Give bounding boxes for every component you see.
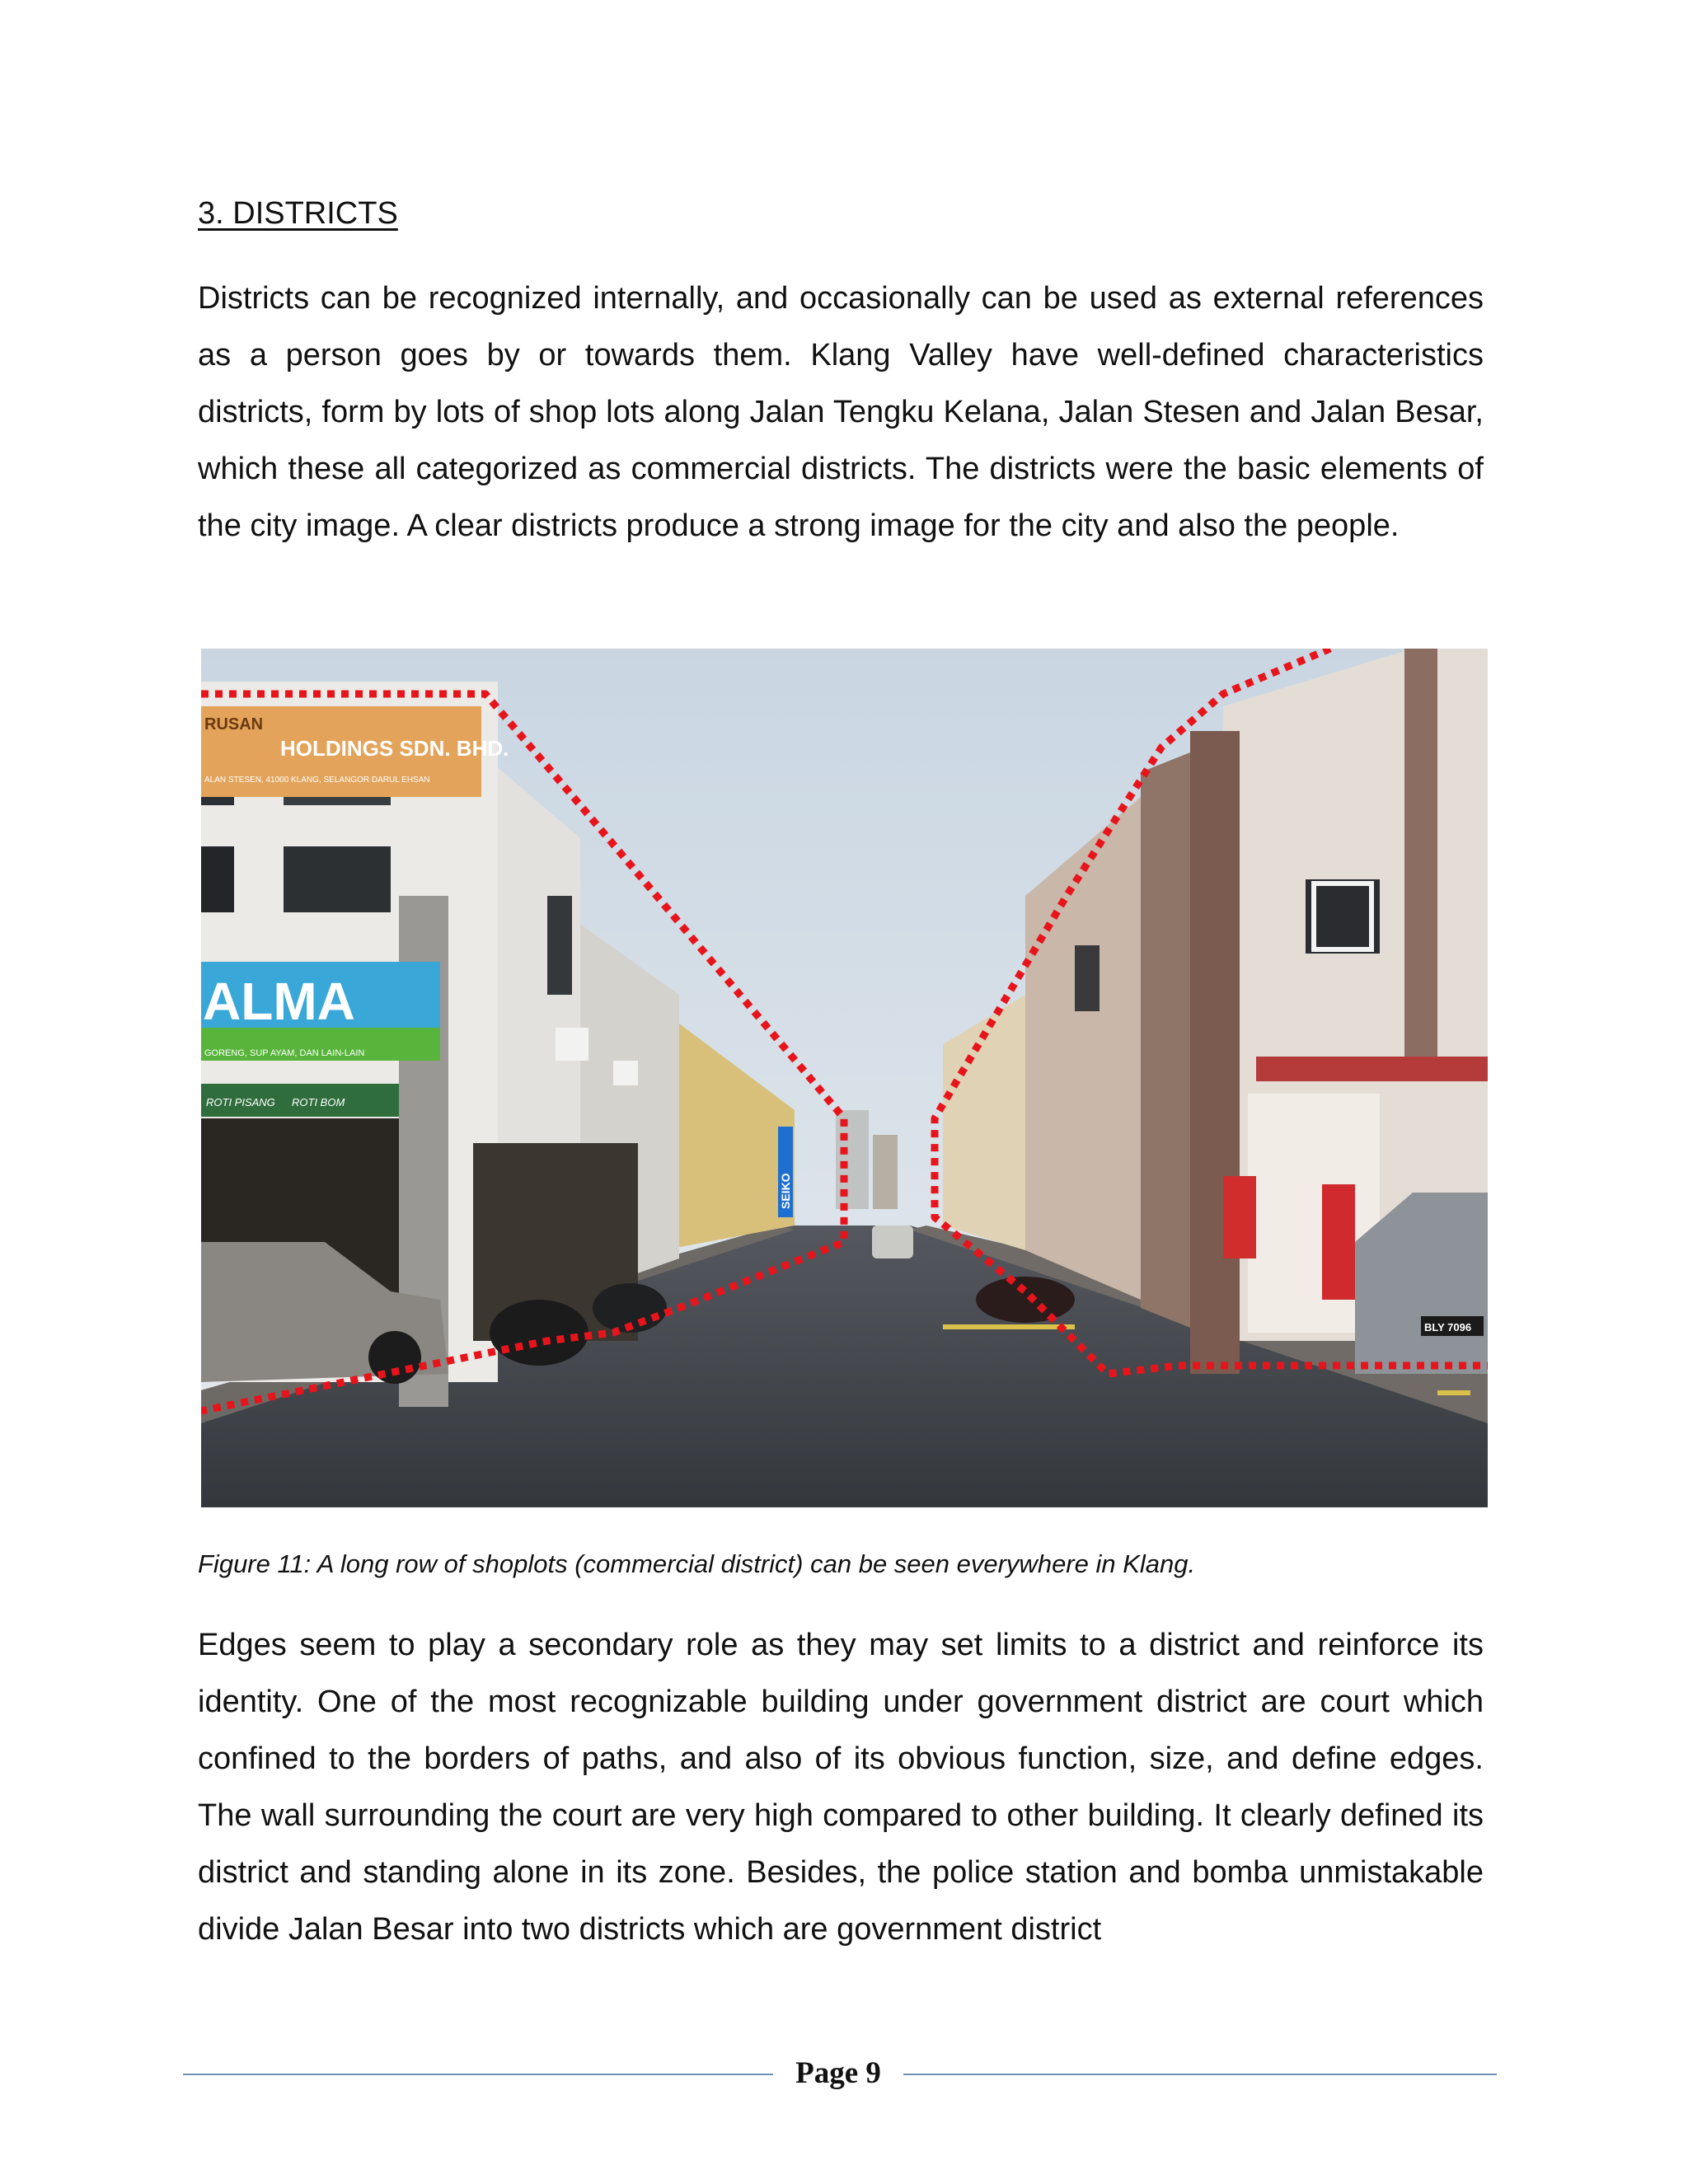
awning-red	[1256, 1057, 1488, 1081]
figure-photo-street	[201, 649, 1488, 1507]
page-number: Page 9	[795, 2056, 881, 2090]
banner-red	[1322, 1184, 1355, 1300]
section-heading: 3. DISTRICTS	[198, 196, 398, 231]
footer-rule-left	[183, 2074, 773, 2075]
sign-holdings-address: ALAN STESEN, 41000 KLANG, SELANGOR DARUL EHSAN	[204, 776, 430, 785]
pickup-plate-text: BLY 7096	[1424, 1321, 1472, 1333]
road-marking	[943, 1324, 1075, 1329]
footer-rule-right	[903, 2074, 1497, 2075]
window	[1075, 945, 1100, 1011]
sign-holdings-main: HOLDINGS SDN. BHD.	[280, 736, 509, 761]
motorbike	[490, 1300, 588, 1366]
awning-text-1: ROTI PISANG	[206, 1096, 275, 1108]
window	[284, 846, 391, 912]
ac-unit	[556, 1028, 588, 1061]
figure-caption: Figure 11: A long row of shoplots (commercial district) can be seen everywhere in Klang.	[198, 1549, 1196, 1578]
car-wheel	[368, 1331, 421, 1384]
window	[201, 846, 234, 912]
window	[547, 896, 572, 995]
sign-alma-text: ALMA	[203, 972, 355, 1031]
distant-building	[873, 1135, 898, 1209]
right-pillar	[1190, 731, 1240, 1374]
banner-red	[1223, 1176, 1256, 1258]
sign-seiko-text: SEIKO	[779, 1173, 792, 1209]
car-distant	[872, 1226, 913, 1258]
awning-text-2: ROTI BOM	[292, 1096, 345, 1108]
window	[1306, 879, 1380, 954]
motorbike	[976, 1277, 1075, 1323]
sign-alma-sub: GORENG, SUP AYAM, DAN LAIN-LAIN	[204, 1048, 365, 1058]
road-marking	[1437, 1390, 1470, 1395]
sign-holdings-prefix: RUSAN	[204, 715, 264, 733]
right-column	[1404, 649, 1437, 1061]
paragraph-districts-intro: Districts can be recognized internally, and occasionally can be used as external references as a person goes by or towards them. Klang Valley have well-defined characteristics districts, form by lots of shop lots along Jalan Tengku Kelana, Jalan Stesen and Jalan Besar, which these all categorized as commercial districts. The districts were the basic elements of the city image. A clear districts produce a strong image for the city and also the people.	[198, 281, 1484, 543]
ac-unit	[613, 1061, 638, 1085]
paragraph-edges: Edges seem to play a secondary role as they may set limits to a district and reinforce its identity. One of the most recognizable building under government district are court which confined to the borders of paths, and also of its obvious function, size, and define edges. The wall surrounding the court are very high compared to other building. It clearly defined its district and standing alone in its zone. Besides, the police station and bomba unmistakable divide Jalan Besar into two districts which are government district	[198, 1628, 1484, 1947]
